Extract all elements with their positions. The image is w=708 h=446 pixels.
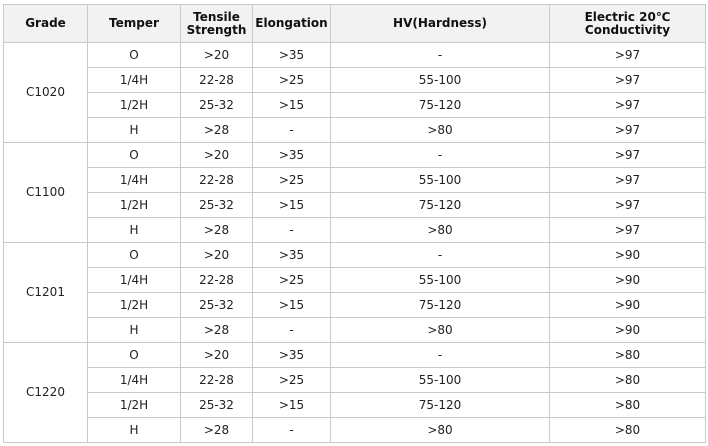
cell-elongation: >25	[253, 68, 331, 93]
cell-grade: C1020	[4, 43, 88, 143]
cell-tensile-strength: 25-32	[181, 393, 253, 418]
table-row	[4, 243, 706, 268]
cell-hardness: -	[331, 343, 550, 368]
table-row	[4, 68, 706, 93]
cell-hardness: 75-120	[331, 93, 550, 118]
header-grade: Grade	[4, 5, 88, 43]
cell-grade: C1100	[4, 143, 88, 243]
cell-tensile-strength: 25-32	[181, 93, 253, 118]
cell-tensile-strength: 25-32	[181, 293, 253, 318]
cell-hardness: 55-100	[331, 368, 550, 393]
cell-elongation: -	[253, 118, 331, 143]
cell-elongation: >35	[253, 143, 331, 168]
cell-temper: 1/4H	[88, 368, 181, 393]
header-row	[4, 5, 706, 43]
cell-temper: 1/2H	[88, 93, 181, 118]
table-row	[4, 143, 706, 168]
cell-conductivity: >90	[550, 293, 706, 318]
cell-hardness: 75-120	[331, 393, 550, 418]
cell-temper: H	[88, 318, 181, 343]
table-row	[4, 393, 706, 418]
cell-temper: H	[88, 218, 181, 243]
table-row	[4, 318, 706, 343]
table-row	[4, 268, 706, 293]
cell-tensile-strength: >28	[181, 218, 253, 243]
header-hardness: HV(Hardness)	[331, 5, 550, 43]
cell-conductivity: >97	[550, 218, 706, 243]
cell-temper: 1/4H	[88, 168, 181, 193]
cell-hardness: >80	[331, 318, 550, 343]
header-conductivity	[550, 5, 706, 43]
cell-elongation: >15	[253, 393, 331, 418]
cell-elongation: >15	[253, 293, 331, 318]
cell-conductivity: >97	[550, 168, 706, 193]
cell-elongation: -	[253, 218, 331, 243]
cell-temper: H	[88, 418, 181, 443]
table-row	[4, 93, 706, 118]
table-row	[4, 343, 706, 368]
cell-hardness: 55-100	[331, 168, 550, 193]
copper-spec-table	[3, 4, 706, 443]
cell-hardness: -	[331, 143, 550, 168]
cell-conductivity: >97	[550, 143, 706, 168]
cell-temper: H	[88, 118, 181, 143]
cell-hardness: >80	[331, 118, 550, 143]
cell-elongation: >15	[253, 193, 331, 218]
cell-temper: 1/2H	[88, 193, 181, 218]
cell-grade: C1201	[4, 243, 88, 343]
header-conductivity-text: Electric 20℃ Conductivity	[584, 9, 671, 37]
cell-temper: 1/2H	[88, 393, 181, 418]
cell-hardness: 55-100	[331, 268, 550, 293]
cell-conductivity: >80	[550, 368, 706, 393]
cell-hardness: >80	[331, 218, 550, 243]
cell-conductivity: >90	[550, 268, 706, 293]
cell-tensile-strength: 22-28	[181, 168, 253, 193]
cell-temper: O	[88, 43, 181, 68]
cell-temper: O	[88, 243, 181, 268]
cell-tensile-strength: 22-28	[181, 368, 253, 393]
cell-conductivity: >97	[550, 68, 706, 93]
cell-hardness: -	[331, 243, 550, 268]
cell-conductivity: >97	[550, 193, 706, 218]
cell-elongation: >35	[253, 243, 331, 268]
cell-temper: 1/4H	[88, 68, 181, 93]
cell-conductivity: >80	[550, 418, 706, 443]
table-row	[4, 118, 706, 143]
cell-conductivity: >97	[550, 118, 706, 143]
table-row	[4, 368, 706, 393]
cell-tensile-strength: 22-28	[181, 268, 253, 293]
cell-tensile-strength: >20	[181, 43, 253, 68]
table-row	[4, 193, 706, 218]
cell-hardness: 55-100	[331, 68, 550, 93]
table-row	[4, 293, 706, 318]
cell-elongation: >25	[253, 168, 331, 193]
cell-grade: C1220	[4, 343, 88, 443]
cell-tensile-strength: >28	[181, 418, 253, 443]
cell-tensile-strength: >20	[181, 143, 253, 168]
cell-elongation: >25	[253, 368, 331, 393]
cell-tensile-strength: >28	[181, 318, 253, 343]
table-body	[4, 43, 706, 443]
cell-conductivity: >97	[550, 93, 706, 118]
cell-temper: O	[88, 343, 181, 368]
cell-tensile-strength: 25-32	[181, 193, 253, 218]
cell-tensile-strength: >20	[181, 343, 253, 368]
header-tensile-strength	[181, 5, 253, 43]
cell-elongation: -	[253, 418, 331, 443]
cell-conductivity: >90	[550, 243, 706, 268]
table-row	[4, 168, 706, 193]
cell-conductivity: >80	[550, 343, 706, 368]
cell-hardness: >80	[331, 418, 550, 443]
header-tensile-strength-text: Tensile Strength	[186, 9, 247, 37]
header-elongation: Elongation	[253, 5, 331, 43]
table-row	[4, 418, 706, 443]
cell-temper: 1/2H	[88, 293, 181, 318]
cell-elongation: >35	[253, 343, 331, 368]
cell-elongation: >25	[253, 268, 331, 293]
cell-hardness: -	[331, 43, 550, 68]
cell-temper: O	[88, 143, 181, 168]
header-temper: Temper	[88, 5, 181, 43]
cell-tensile-strength: >28	[181, 118, 253, 143]
cell-conductivity: >97	[550, 43, 706, 68]
cell-conductivity: >90	[550, 318, 706, 343]
cell-elongation: -	[253, 318, 331, 343]
cell-tensile-strength: >20	[181, 243, 253, 268]
table-row	[4, 218, 706, 243]
cell-elongation: >15	[253, 93, 331, 118]
cell-elongation: >35	[253, 43, 331, 68]
cell-tensile-strength: 22-28	[181, 68, 253, 93]
table-row	[4, 43, 706, 68]
cell-temper: 1/4H	[88, 268, 181, 293]
cell-hardness: 75-120	[331, 293, 550, 318]
cell-conductivity: >80	[550, 393, 706, 418]
cell-hardness: 75-120	[331, 193, 550, 218]
